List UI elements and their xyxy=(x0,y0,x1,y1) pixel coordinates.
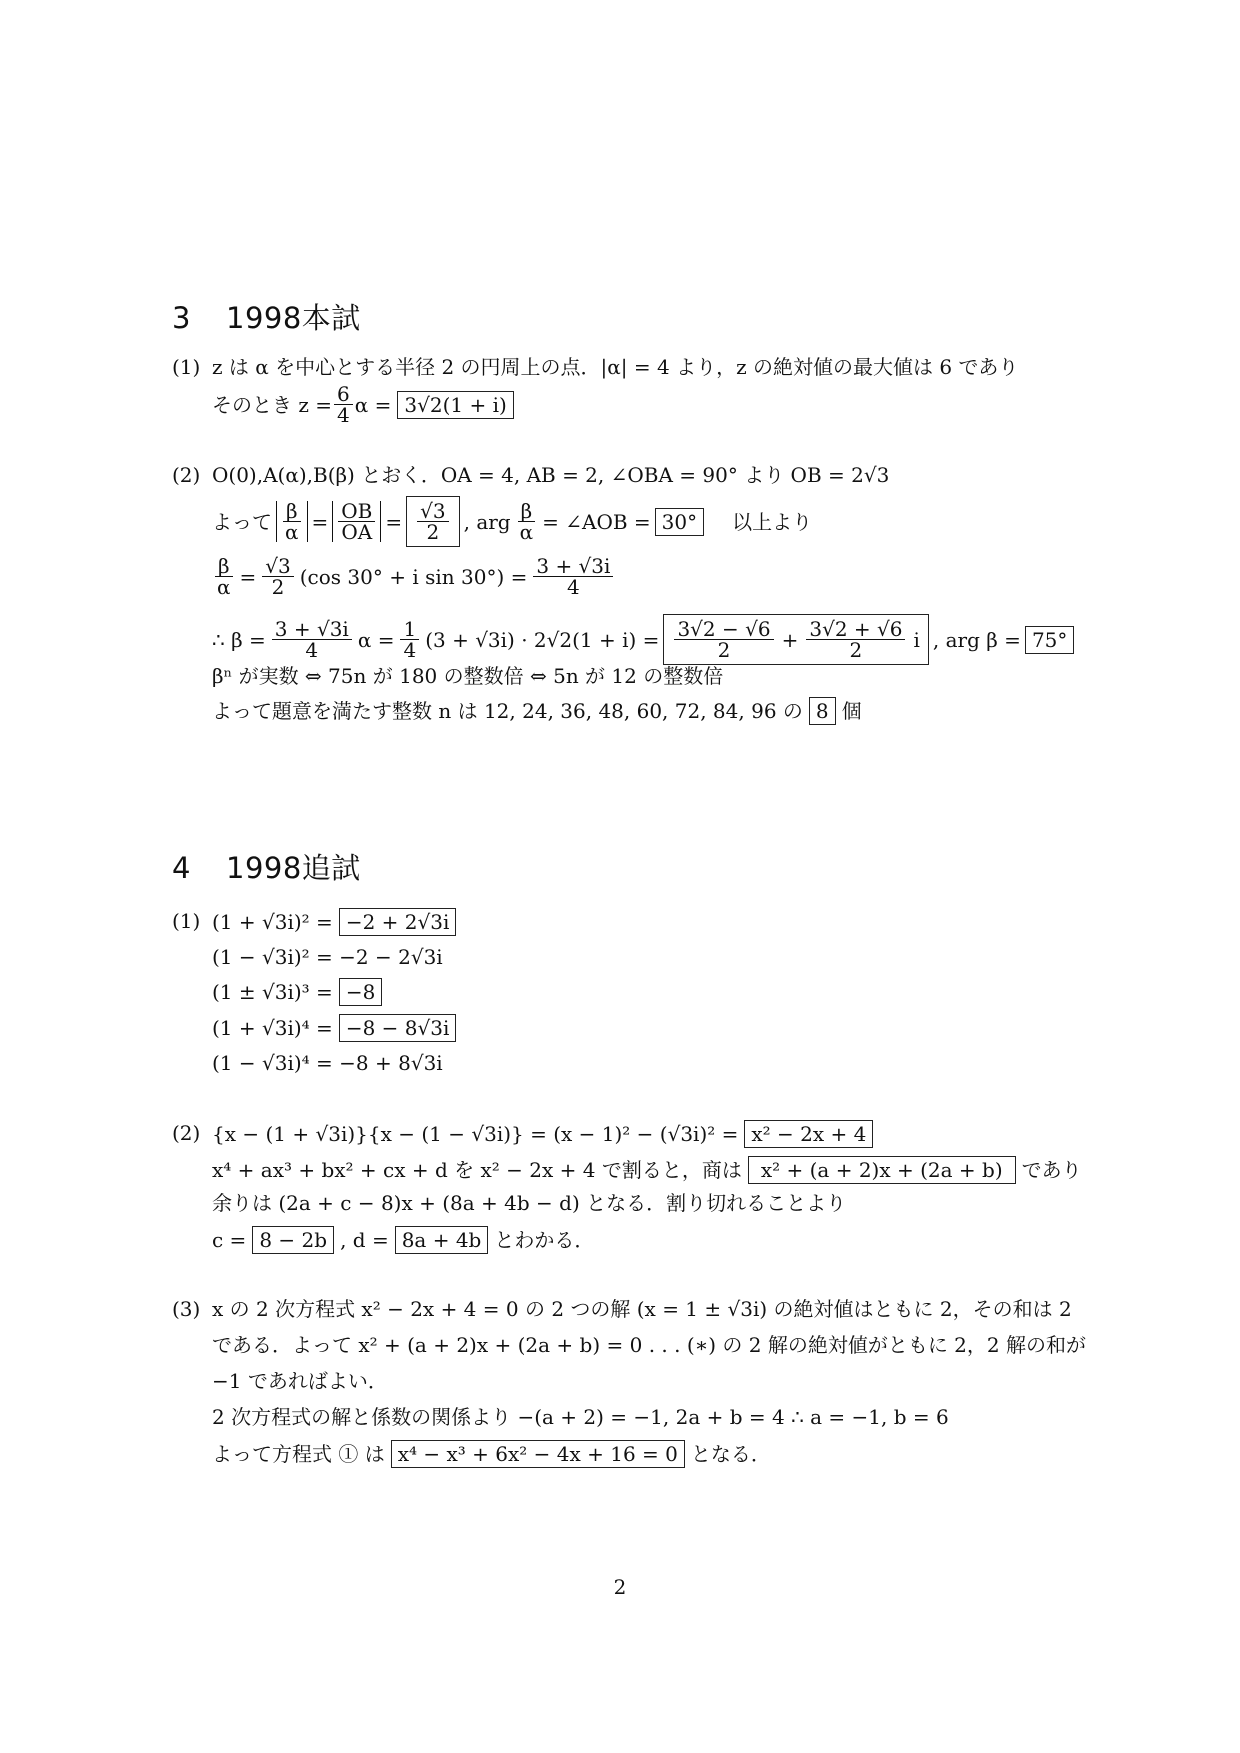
numerator: OB xyxy=(338,501,375,522)
text: よって方程式 ① は xyxy=(212,1442,385,1466)
answer-box: 8 xyxy=(809,697,836,725)
denominator: 4 xyxy=(567,575,580,599)
text-line: −1 であればよい． xyxy=(212,1369,388,1393)
denominator: α xyxy=(285,520,299,544)
numerator: √3 xyxy=(262,556,293,577)
fraction xyxy=(262,556,293,597)
text: x⁴ + ax³ + bx² + cx + d を x² − 2x + 4 で割ると，商は xyxy=(212,1158,742,1182)
equation-line xyxy=(212,978,382,1006)
numerator: β xyxy=(518,501,536,522)
fraction xyxy=(417,501,448,542)
denominator: 2 xyxy=(717,638,731,662)
equation-line xyxy=(212,1120,873,1148)
answer-box xyxy=(406,496,459,547)
text: , d = xyxy=(340,1228,389,1252)
section-3-heading xyxy=(172,296,361,337)
text: , arg β = xyxy=(932,627,1021,652)
q-label: (2) xyxy=(172,463,201,487)
equation-line xyxy=(212,1156,1082,1184)
answer-box: −8 − 8√3i xyxy=(339,1014,457,1042)
section-title: 1998追試 xyxy=(226,851,361,885)
denominator: 4 xyxy=(403,638,417,662)
equation-line xyxy=(212,1014,456,1042)
numerator: β xyxy=(283,501,301,522)
text-line: βⁿ が実数 ⇔ 75n が 180 の整数倍 ⇔ 5n が 12 の整数倍 xyxy=(212,664,724,688)
text: であり xyxy=(1021,1158,1082,1182)
answer-box: 8a + 4b xyxy=(395,1226,489,1254)
numerator: 3√2 + √6 xyxy=(806,619,905,640)
fraction xyxy=(214,556,234,597)
q-label: (1) xyxy=(172,909,201,933)
text: , arg xyxy=(463,509,511,534)
text: c = xyxy=(212,1228,247,1252)
numerator: √3 xyxy=(417,501,448,522)
absolute-value xyxy=(276,501,308,542)
equation-line: (1 − √3i)² = −2 − 2√3i xyxy=(212,945,443,969)
denominator: 4 xyxy=(337,403,350,427)
text: となる． xyxy=(690,1442,771,1466)
text: (1 ± √3i)³ = xyxy=(212,980,333,1004)
answer-box: −8 xyxy=(339,978,382,1006)
section-number: 4 xyxy=(172,851,191,885)
numerator: 3 + √3i xyxy=(272,619,352,640)
text: ∴ β = xyxy=(212,627,266,652)
numerator: 1 xyxy=(400,619,419,640)
text-line: 2 次方程式の解と係数の関係より −(a + 2) = −1, 2a + b = 4 ∴ a = −1, b = 6 xyxy=(212,1405,949,1429)
equation-line xyxy=(212,1440,771,1468)
text-line xyxy=(212,697,862,725)
denominator: α xyxy=(217,575,231,599)
fraction xyxy=(272,619,352,660)
section-title: 1998本試 xyxy=(226,301,361,335)
denominator: 4 xyxy=(305,638,319,662)
section-number: 3 xyxy=(172,301,191,335)
page-number: 2 xyxy=(613,1575,627,1599)
fraction xyxy=(338,501,375,542)
text: (1 + √3i)⁴ = xyxy=(212,1016,333,1040)
denominator: 2 xyxy=(271,575,285,599)
answer-box: x² + (a + 2)x + (2a + b) xyxy=(748,1156,1016,1184)
equation-line xyxy=(212,384,514,425)
text: (3 + √3i) · 2√2(1 + i) = xyxy=(425,627,660,652)
answer-box: x² − 2x + 4 xyxy=(744,1120,873,1148)
numerator: 3 + √3i xyxy=(533,556,613,577)
text-line: x の 2 次方程式 x² − 2x + 4 = 0 の 2 つの解 (x = 1 ± √3i) の絶対値はともに 2，その和は 2 xyxy=(212,1297,1072,1321)
text-line: 余りは (2a + c − 8)x + (8a + 4b − d) となる．割り切れることより xyxy=(212,1191,847,1215)
equation-line: (1 − √3i)⁴ = −8 + 8√3i xyxy=(212,1051,443,1075)
text: {x − (1 + √3i)}{x − (1 − √3i)} = (x − 1)² − (√3i)² = xyxy=(212,1122,739,1146)
equation-line: よって $\frac{\beta}{\alpha}$ = $\frac{OB}{OA}$ = $\frac{√3}{2}$ , arg $\frac{\beta}{\alpha}$ = ∠AOB = 30° 以上より xyxy=(212,496,812,547)
equation-line xyxy=(212,614,1074,665)
numerator: 6 xyxy=(334,384,353,405)
text: (1 + √3i)² = xyxy=(212,910,333,934)
denominator: 2 xyxy=(426,520,440,544)
answer-box: 30° xyxy=(655,508,704,536)
text: α = xyxy=(357,627,395,652)
answer-box xyxy=(663,614,928,665)
text: そのとき z = xyxy=(212,392,333,417)
answer-box: −2 + 2√3i xyxy=(339,908,457,936)
fraction xyxy=(674,619,773,660)
answer-box: 3√2(1 + i) xyxy=(397,391,513,419)
text: i xyxy=(913,627,920,652)
q-label: (3) xyxy=(172,1297,201,1321)
text: = ∠AOB = xyxy=(542,509,651,534)
text: + xyxy=(781,627,799,652)
text-line: z は α を中心とする半径 2 の円周上の点．|α| = 4 より，z の絶対値の最大値は 6 であり xyxy=(212,355,1019,379)
text: よって題意を満たす整数 n は 12, 24, 36, 48, 60, 72, 84, 96 の xyxy=(212,699,803,723)
denominator: OA xyxy=(341,520,373,544)
text-line: O(0),A(α),B(β) とおく．OA = 4, AB = 2, ∠OBA = 90° より OB = 2√3 xyxy=(212,463,890,487)
fraction xyxy=(806,619,905,660)
equation-line xyxy=(212,1226,594,1254)
fraction xyxy=(282,501,302,542)
text: 個 xyxy=(841,699,862,723)
answer-box: 8 − 2b xyxy=(252,1226,334,1254)
fraction xyxy=(533,556,613,597)
absolute-value xyxy=(332,501,381,542)
q-label: (2) xyxy=(172,1121,201,1145)
fraction xyxy=(400,619,419,660)
q-label: (1) xyxy=(172,355,201,379)
section-4-heading xyxy=(172,846,361,887)
text: とわかる． xyxy=(494,1228,595,1252)
answer-box: 75° xyxy=(1025,626,1074,654)
numerator: β xyxy=(215,556,233,577)
fraction xyxy=(334,384,353,425)
text: よって xyxy=(212,509,272,534)
denominator: 2 xyxy=(849,638,863,662)
text: (cos 30° + i sin 30°) = xyxy=(299,564,528,589)
equation-line xyxy=(212,908,456,936)
fraction xyxy=(517,501,537,542)
numerator: 3√2 − √6 xyxy=(674,619,773,640)
denominator: α xyxy=(519,520,534,544)
answer-box: x⁴ − x³ + 6x² − 4x + 16 = 0 xyxy=(391,1440,685,1468)
text: 以上より xyxy=(732,509,813,534)
text-line: である．よって x² + (a + 2)x + (2a + b) = 0 . . . (∗) の 2 解の絶対値がともに 2，2 解の和が xyxy=(212,1333,1086,1357)
text: α = xyxy=(354,392,392,417)
equation-line: $\frac{\beta}{\alpha}$ = $\frac{√3}{2}$ (cos 30° + i sin 30°) = $\frac{3 + √3i}{4}$ xyxy=(212,556,615,597)
